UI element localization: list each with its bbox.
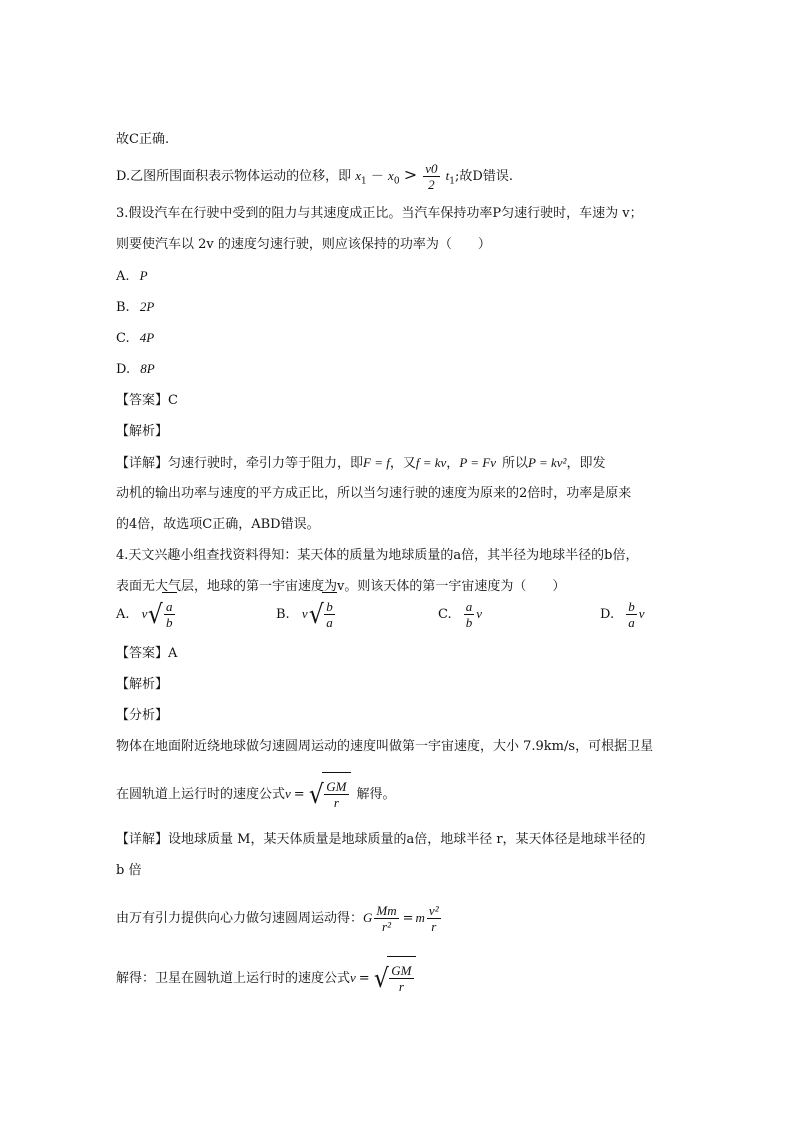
analysis-4-heading: 【解析】 xyxy=(116,677,169,692)
question-4-line-2: 表面无大气层，地球的第一宇宙速度为v。则该天体的第一宇宙速度为（ ） xyxy=(116,579,566,594)
text-fragment: ，即发 xyxy=(566,456,606,471)
math-fraction xyxy=(423,161,439,192)
text-line: 故C正确. xyxy=(116,132,170,147)
math-var: v xyxy=(638,606,645,621)
detail-3-line-1 xyxy=(116,453,605,474)
fraction-numerator: v0 xyxy=(425,161,438,176)
option-label: A. xyxy=(116,269,130,284)
sqrt-expression xyxy=(373,956,416,1001)
math-op: > xyxy=(403,165,418,184)
option-label: C. xyxy=(116,331,130,346)
question-3-option-b xyxy=(116,297,154,318)
math-var: t xyxy=(445,168,450,183)
question-4-option-a xyxy=(116,592,177,637)
fraction-denominator: 2 xyxy=(428,177,435,192)
question-3-option-d xyxy=(116,359,155,380)
detail-4-line-1: 【详解】设地球质量 M，某天体质量是地球质量的a倍，地球半径 r，某天体径是地球半径的 xyxy=(116,832,646,847)
question-4-option-b xyxy=(276,592,337,637)
math-var: v xyxy=(350,970,356,985)
fraction-denominator: b xyxy=(166,615,173,630)
math-var: m xyxy=(415,910,425,925)
fraction-denominator: r xyxy=(431,919,437,934)
text-fragment: ，又 xyxy=(389,456,416,471)
math-var: x xyxy=(388,168,394,183)
fraction-numerator: b xyxy=(326,599,333,614)
math-op: = xyxy=(358,971,370,986)
fraction-denominator: b xyxy=(465,615,473,630)
math-op: = xyxy=(402,911,414,926)
radical-sign: √ xyxy=(373,963,389,994)
text-line-option-d xyxy=(116,155,513,202)
detail-3-line-2: 动机的输出功率与速度的平方成正比，所以当匀速行驶的速度为原来的2倍时，功率是原来 xyxy=(116,486,632,501)
text-fragment: 解得。 xyxy=(356,787,396,802)
math-expression: f = kv xyxy=(415,455,447,470)
fraction-numerator: a xyxy=(465,599,473,614)
sqrt-expression xyxy=(147,592,176,637)
question-4-option-d xyxy=(600,592,645,637)
radical-sign: √ xyxy=(308,779,324,810)
text-fragment: 【详解】匀速行驶时，牵引力等于阻力，即 xyxy=(116,456,364,471)
analysis-3-heading: 【解析】 xyxy=(116,424,169,439)
text-fragment: 由万有引力提供向心力做匀速圆周运动得： xyxy=(116,911,364,926)
fraction-numerator: a xyxy=(166,599,173,614)
math-expression: P = kv² xyxy=(528,455,567,470)
answer-4: 【答案】A xyxy=(116,646,178,661)
option-value: 4P xyxy=(139,330,155,345)
detail-4-line-4 xyxy=(116,956,416,1001)
fenxi-4-line-2 xyxy=(116,772,396,817)
question-3-option-c xyxy=(116,328,154,349)
question-4-line-1: 4.天文兴趣小组查找资料得知：某天体的质量为地球质量的a倍，其半径为地球半径的b倍， xyxy=(116,548,639,563)
math-var: x xyxy=(355,168,362,183)
text-fragment: ， xyxy=(446,456,460,471)
fraction-numerator: Mm xyxy=(376,903,397,918)
math-fraction xyxy=(427,903,441,934)
option-label: B. xyxy=(276,607,290,622)
math-sub: 1 xyxy=(361,176,367,187)
fenxi-4-line-1: 物体在地面附近绕地球做匀速圆周运动的速度叫做第一宇宙速度，大小 7.9km/s，可根据卫星 xyxy=(116,739,654,754)
fraction-numerator: GM xyxy=(391,963,412,978)
math-sub: 1 xyxy=(449,176,456,187)
question-3-option-a xyxy=(116,266,148,287)
math-expression: F = f xyxy=(363,455,390,470)
fraction-denominator: r² xyxy=(382,919,391,934)
option-label: A. xyxy=(116,607,130,622)
option-value: P xyxy=(139,268,148,283)
fenxi-4-heading: 【分析】 xyxy=(116,708,169,723)
text-fragment: 解得：卫星在圆轨道上运行时的速度公式 xyxy=(116,971,351,986)
math-expression: P = Fv xyxy=(459,455,497,470)
text-fragment: 所以 xyxy=(502,456,529,471)
question-4-option-c xyxy=(438,592,482,637)
math-var: v xyxy=(285,786,291,801)
math-op: = xyxy=(293,787,305,802)
option-value: 8P xyxy=(140,361,155,376)
fraction-denominator: r xyxy=(398,979,404,994)
radical-sign: √ xyxy=(148,599,164,630)
text-fragment: D.乙图所围面积表示物体运动的位移，即 xyxy=(116,169,352,184)
option-value: 2P xyxy=(139,299,155,314)
math-fraction xyxy=(374,903,398,934)
text-fragment: 在圆轨道上运行时的速度公式 xyxy=(116,787,286,802)
option-label: D. xyxy=(116,362,131,377)
detail-4-line-2: b 倍 xyxy=(116,863,142,878)
option-label: C. xyxy=(438,607,452,622)
detail-4-line-3 xyxy=(116,896,443,941)
fraction-numerator: b xyxy=(628,599,635,614)
answer-3: 【答案】C xyxy=(116,393,178,408)
math-sub: 0 xyxy=(393,176,400,187)
sqrt-expression xyxy=(308,592,337,637)
fraction-numerator: GM xyxy=(326,779,347,794)
fraction-denominator: a xyxy=(326,615,333,630)
math-op: － xyxy=(370,169,384,184)
question-3-line-1: 3.假设汽车在行驶中受到的阻力与其速度成正比。当汽车保持功率P匀速行驶时，车速为 v； xyxy=(116,206,643,221)
math-var: v xyxy=(476,606,483,621)
detail-3-line-3: 的4倍，故选项C正确，ABD错误。 xyxy=(116,517,320,532)
math-var: G xyxy=(363,910,373,925)
math-var: v xyxy=(141,606,148,621)
radical-sign: √ xyxy=(308,599,324,630)
question-3-line-2: 则要使汽车以 2v 的速度匀速行驶，则应该保持的功率为（ ） xyxy=(116,237,491,252)
option-label: B. xyxy=(116,300,130,315)
sqrt-expression xyxy=(308,772,351,817)
option-label: D. xyxy=(600,607,615,622)
math-var: v xyxy=(301,606,308,621)
fraction-denominator: r xyxy=(333,795,339,810)
fraction-numerator: v² xyxy=(428,903,439,918)
fraction-denominator: a xyxy=(628,615,635,630)
text-fragment: ;故D错误. xyxy=(455,169,513,184)
